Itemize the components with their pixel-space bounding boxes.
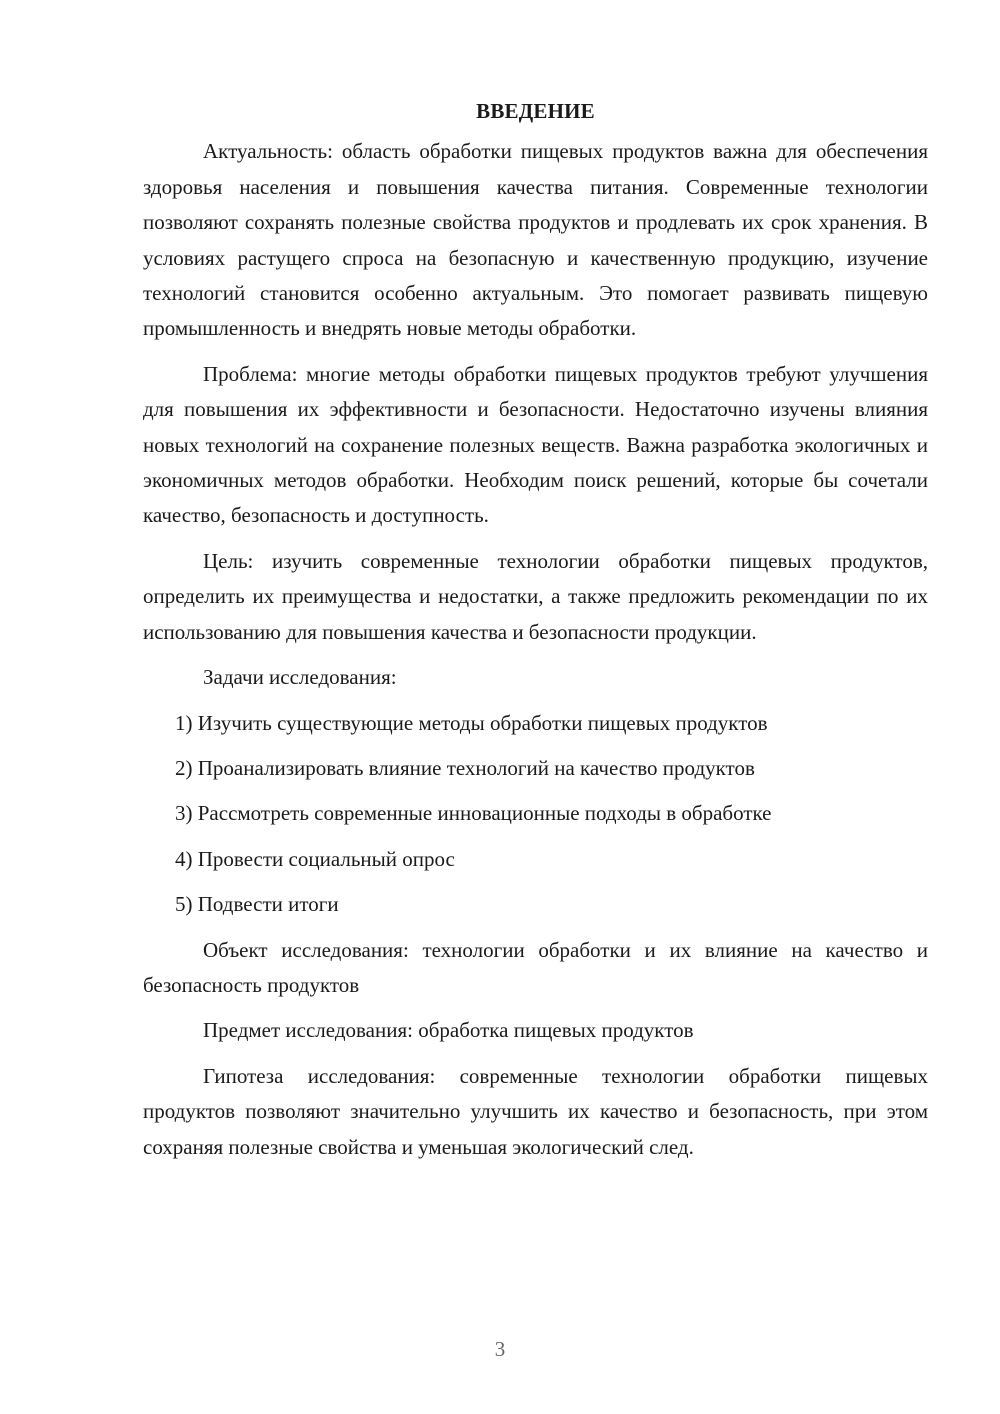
relevance-paragraph: Актуальность: область обработки пищевых продуктов важна для обеспечения здоровья населения и повышения качества питания. Современные технологии позволяют сохранять полезные свойства продуктов и продлевать их срок хранения. В условиях растущего спроса на безопасную и качественную продукцию, изучение технологий становится особенно актуальным. Это помогает развивать пищевую промышленность и внедрять новые методы обработки. xyxy=(143,139,928,341)
task-item: 2) Проанализировать влияние технологий на качество продуктов xyxy=(175,755,755,780)
task-item: 5) Подвести итоги xyxy=(175,892,339,917)
task-item: 3) Рассмотреть современные инновационные подходы в обработке xyxy=(175,801,772,826)
tasks-list xyxy=(143,706,928,923)
tasks-heading: Задачи исследования: xyxy=(203,665,397,690)
subject-paragraph: Предмет исследования: обработка пищевых продуктов xyxy=(203,1018,694,1043)
hypothesis-paragraph: Гипотеза исследования: современные технологии обработки пищевых продуктов позволяют значительно улучшить их качество и безопасность, при этом сохраняя полезные свойства и уменьшая экологический след. xyxy=(143,1063,928,1159)
page-title: ВВЕДЕНИЕ xyxy=(476,99,595,123)
problem-paragraph: Проблема: многие методы обработки пищевых продуктов требуют улучшения для повышения их эффективности и безопасности. Недостаточно изучены влияния новых технологий на сохранение полезных веществ. Важна разработка экологичных и экономичных методов обработки. Необходим поиск решений, которые бы сочетали качество, безопасность и доступность. xyxy=(143,361,928,528)
task-item: 1) Изучить существующие методы обработки пищевых продуктов xyxy=(175,710,768,735)
task-item: 4) Провести социальный опрос xyxy=(175,846,455,871)
object-paragraph: Объект исследования: технологии обработки и их влияние на качество и безопасность продуктов xyxy=(143,937,928,997)
goal-paragraph: Цель: изучить современные технологии обработки пищевых продуктов, определить их преимущества и недостатки, а также предложить рекомендации по их использованию для повышения качества и безопасности продукции. xyxy=(143,548,928,644)
document-body xyxy=(143,94,928,1175)
page-number: 3 xyxy=(494,1337,506,1361)
